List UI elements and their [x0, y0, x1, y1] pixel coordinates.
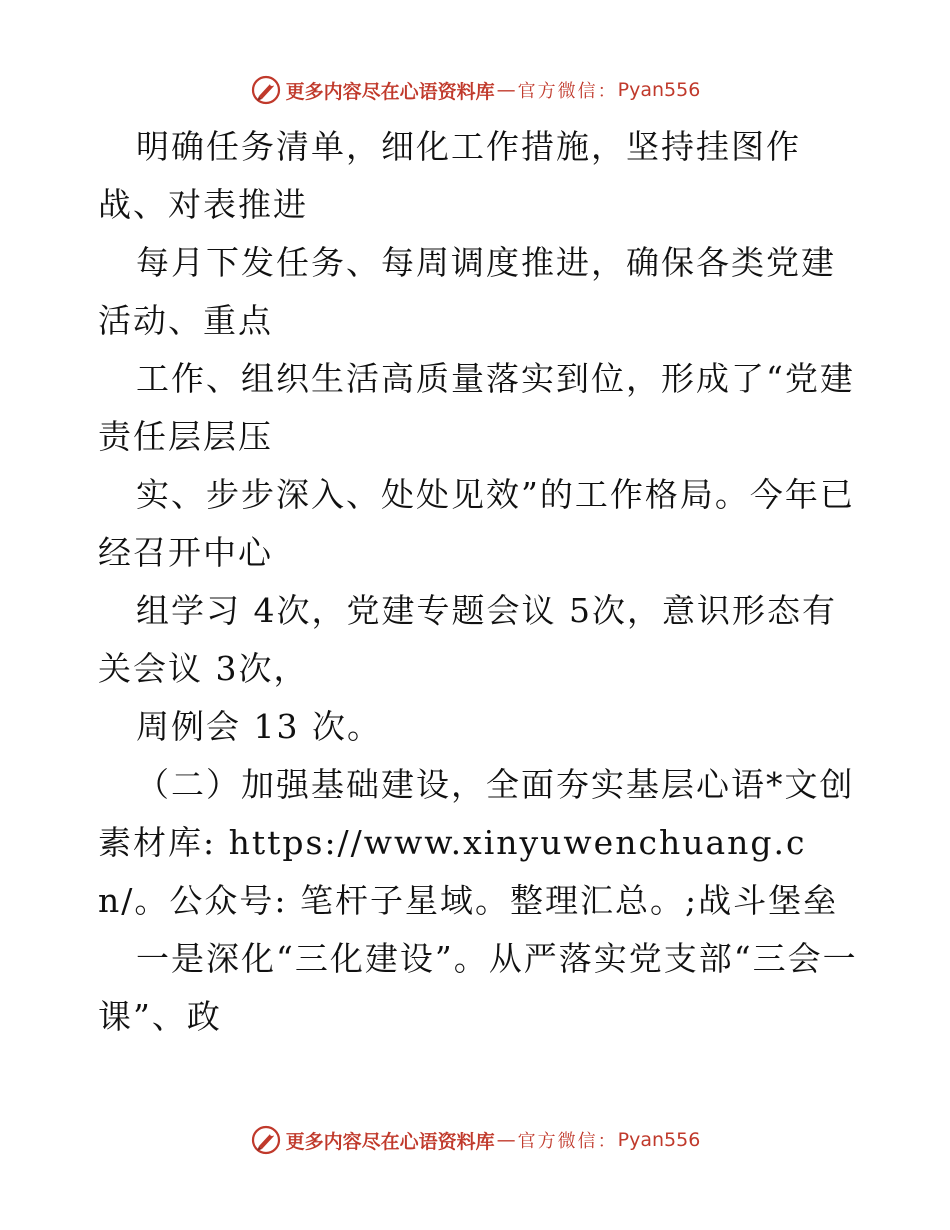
paragraph: 组学习 4次，党建专题会议 5次，意识形态有关会议 3次，	[98, 591, 837, 688]
banner-dash: —	[496, 79, 516, 101]
document-body	[98, 118, 858, 1046]
banner-wechat-id: Pyan556	[617, 1129, 701, 1151]
paragraph: 一是深化“三化建设”。从严落实党支部“三会一课”、政	[98, 939, 858, 1036]
banner-dash: —	[496, 1129, 516, 1151]
banner-wechat-id: Pyan556	[617, 79, 701, 101]
banner-wechat-label: 官方微信：	[517, 1131, 618, 1152]
brand-logo-icon	[250, 1124, 282, 1156]
brand-logo-icon	[250, 74, 282, 106]
paragraph: 明确任务清单，细化工作措施，坚持挂图作战、对表推进	[98, 127, 801, 224]
paragraph: 实、步步深入、处处见效”的工作格局。今年已经召开中心	[98, 475, 855, 572]
banner-wechat-label: 官方微信：	[517, 81, 618, 102]
paragraph: 工作、组织生活高质量落实到位，形成了“党建责任层层压	[98, 359, 855, 456]
banner-brand-text: 更多内容尽在心语资料库	[285, 80, 495, 103]
banner-brand-text: 更多内容尽在心语资料库	[285, 1130, 495, 1153]
paragraph: 每月下发任务、每周调度推进，确保各类党建活动、重点	[98, 243, 836, 340]
footer-banner	[0, 1120, 950, 1160]
paragraph: （二）加强基础建设，全面夯实基层心语*文创素材库: https://www.xinyuwenchuang.cn/。公众号: 笔杆子星域。整理汇总。;战斗堡垒	[98, 765, 855, 920]
header-banner	[0, 70, 950, 110]
paragraph: 周例会 13 次。	[136, 707, 382, 746]
